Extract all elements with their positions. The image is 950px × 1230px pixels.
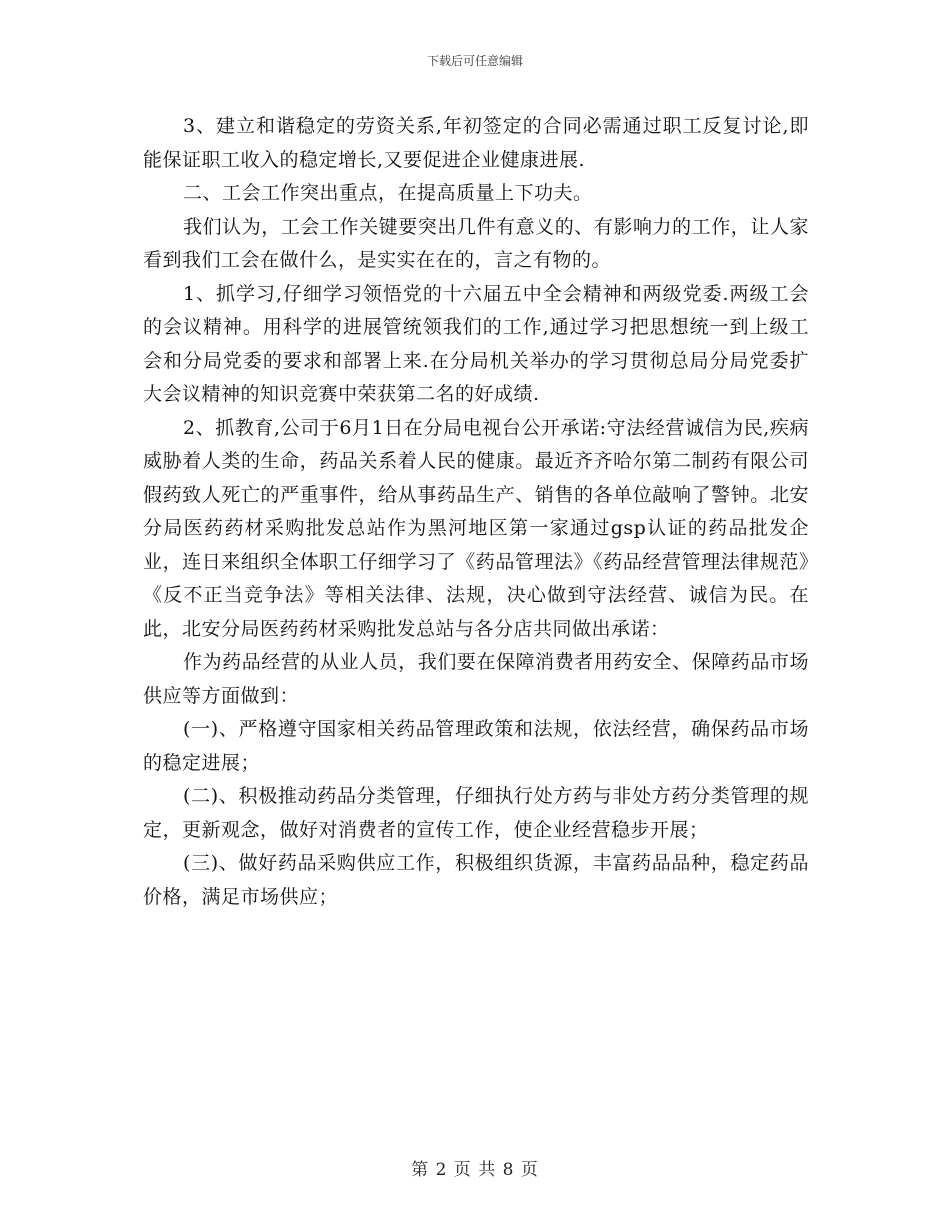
- paragraph: (一)、严格遵守国家相关药品管理政策和法规，依法经营，确保药品市场的稳定进展；: [143, 718, 809, 774]
- paragraph: 3、建立和谐稳定的劳资关系,年初签定的合同必需通过职工反复讨论,即能保证职工收入的稳定增长,又要促进企业健康进展.: [143, 115, 809, 171]
- document-body: [143, 110, 809, 914]
- paragraph: (二)、积极推动药品分类管理，仔细执行处方药与非处方药分类管理的规定，更新观念，做好对消费者的宣传工作，使企业经营稳步开展；: [143, 785, 809, 841]
- paragraph: 1、抓学习,仔细学习领悟党的十六届五中全会精神和两级党委.两级工会的会议精神。用科学的进展管统领我们的工作,通过学习把思想统一到上级工会和分局党委的要求和部署上来.在分局机关举办的学习贯彻总局分局党委扩大会议精神的知识竞赛中荣获第二名的好成绩.: [143, 282, 809, 405]
- paragraph: 作为药品经营的从业人员，我们要在保障消费者用药安全、保障药品市场供应等方面做到：: [143, 651, 809, 707]
- paragraph: 我们认为，工会工作关键要突出几件有意义的、有影响力的工作，让人家看到我们工会在做什么，是实实在在的，言之有物的。: [143, 215, 809, 271]
- page-header: 下载后可任意编辑: [426, 54, 523, 68]
- paragraph: 二、工会工作突出重点，在提高质量上下功夫。: [183, 182, 593, 204]
- paragraph: 2、抓教育,公司于6月1日在分局电视台公开承诺:守法经营诚信为民,疾病威胁着人类的生命，药品关系着人民的健康。最近齐齐哈尔第二制药有限公司假药致人死亡的严重事件，给从事药品生产、销售的各单位敲响了警钟。北安分局医药药材采购批发总站作为黑河地区第一家通过gsp认证的药品批发企业，连日来组织全体职工仔细学习了《药品管理法》《药品经营管理法律规范》《反不正当竞争法》等相关法律、法规，决心做到守法经营、诚信为民。在此，北安分局医药药材采购批发总站与各分店共同做出承诺：: [143, 416, 809, 640]
- paragraph: (三)、做好药品采购供应工作，积极组织货源，丰富药品品种，稳定药品价格，满足市场供应；: [143, 852, 809, 908]
- page-number-footer: 第 2 页 共 8 页: [411, 1160, 539, 1180]
